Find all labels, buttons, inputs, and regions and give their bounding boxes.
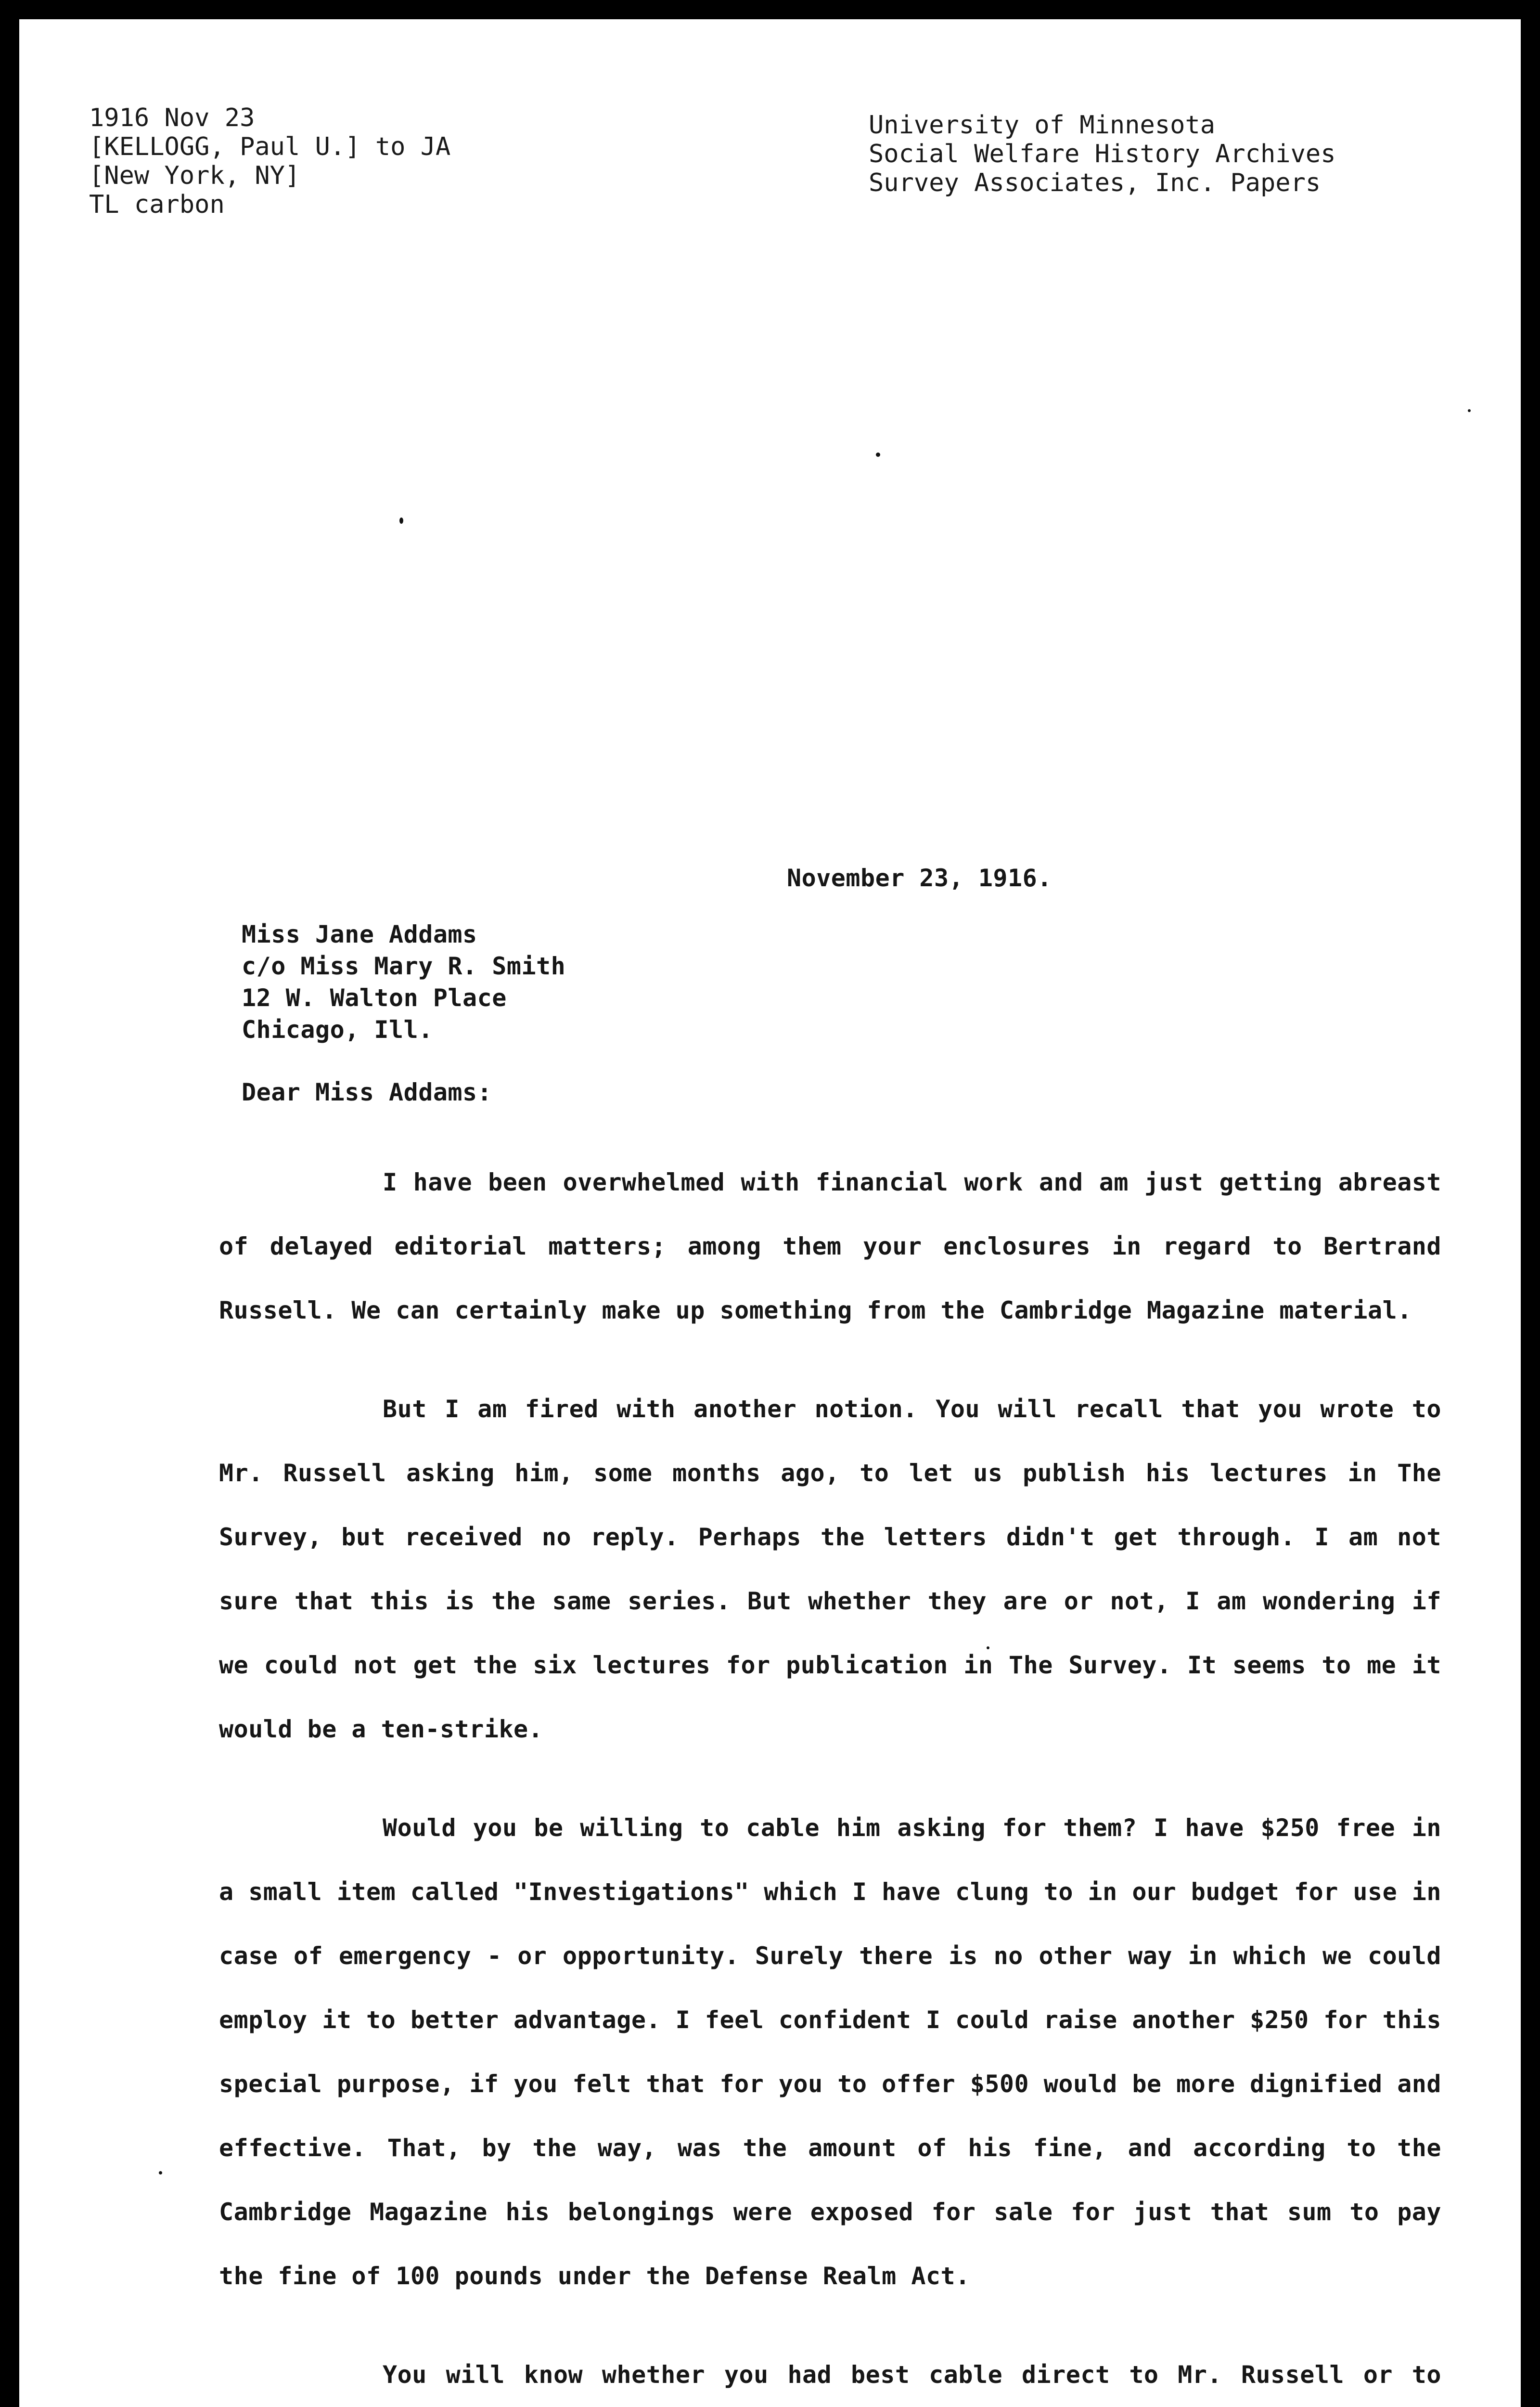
- archive-date: 1916 Nov 23: [89, 104, 255, 132]
- paragraph: But I am fired with another notion. You will recall that you wrote to Mr. Russell asking him, some months ago, to let us publish his lectures in The Survey, but received no reply. Perhaps the letters didn't get through. I am not sure that this is the same series. But whether they are or not, I am wondering if we could not get the six lectures for publication in The Survey. It seems to me it would be a ten-strike.: [219, 1395, 1441, 1743]
- scan-speck: [159, 2171, 162, 2174]
- letter-body: [219, 1151, 1441, 2407]
- recipient-name: Miss Jane Addams: [242, 920, 477, 948]
- recipient-city: Chicago, Ill.: [242, 1016, 433, 1044]
- scan-speck: [399, 518, 403, 524]
- scan-speck: [876, 453, 880, 457]
- letter-date: November 23, 1916.: [787, 864, 1052, 892]
- paragraph: You will know whether you had best cable direct to Mr. Russell or to: [383, 2361, 1441, 2389]
- recipient-address: [242, 919, 565, 1046]
- paragraph: I have been overwhelmed with financial work and am just getting abreast of delayed editorial matters; among them your enclosures in regard to Bertrand Russell. We can certainly make up something from the Cambridge Magazine material.: [219, 1168, 1441, 1324]
- letter-sheet: [19, 19, 1521, 2407]
- recipient-care-of: c/o Miss Mary R. Smith: [242, 952, 566, 980]
- recipient-street: 12 W. Walton Place: [242, 984, 507, 1012]
- archive-papers: Survey Associates, Inc. Papers: [869, 168, 1321, 197]
- archive-correspondents: [KELLOGG, Paul U.] to JA: [89, 132, 451, 161]
- salutation: Dear Miss Addams:: [242, 1078, 492, 1106]
- paragraph: Would you be willing to cable him asking for them? I have $250 free in a small item called "Investigations" which I have clung to in our budget for use in case of emergency - or opportunity. Surely there is no other way in which we could employ it to better advantage. I feel confident I could raise another $250 for this special purpose, if you felt that for you to offer $500 would be more dignified and effective. That, by the way, was the amount of his fine, and according to the Cambridge Magazine his belongings were exposed for sale for just that sum to pay the fine of 100 pounds under the Defense Realm Act.: [219, 1814, 1442, 2290]
- archive-institution: University of Minnesota: [869, 111, 1216, 140]
- archive-source: [869, 111, 1336, 197]
- archive-doc-type: TL carbon: [89, 190, 225, 219]
- archive-place: [New York, NY]: [89, 161, 300, 190]
- archive-metadata: [89, 104, 450, 219]
- scan-speck: [1468, 409, 1471, 412]
- archive-collection: Social Welfare History Archives: [869, 140, 1336, 168]
